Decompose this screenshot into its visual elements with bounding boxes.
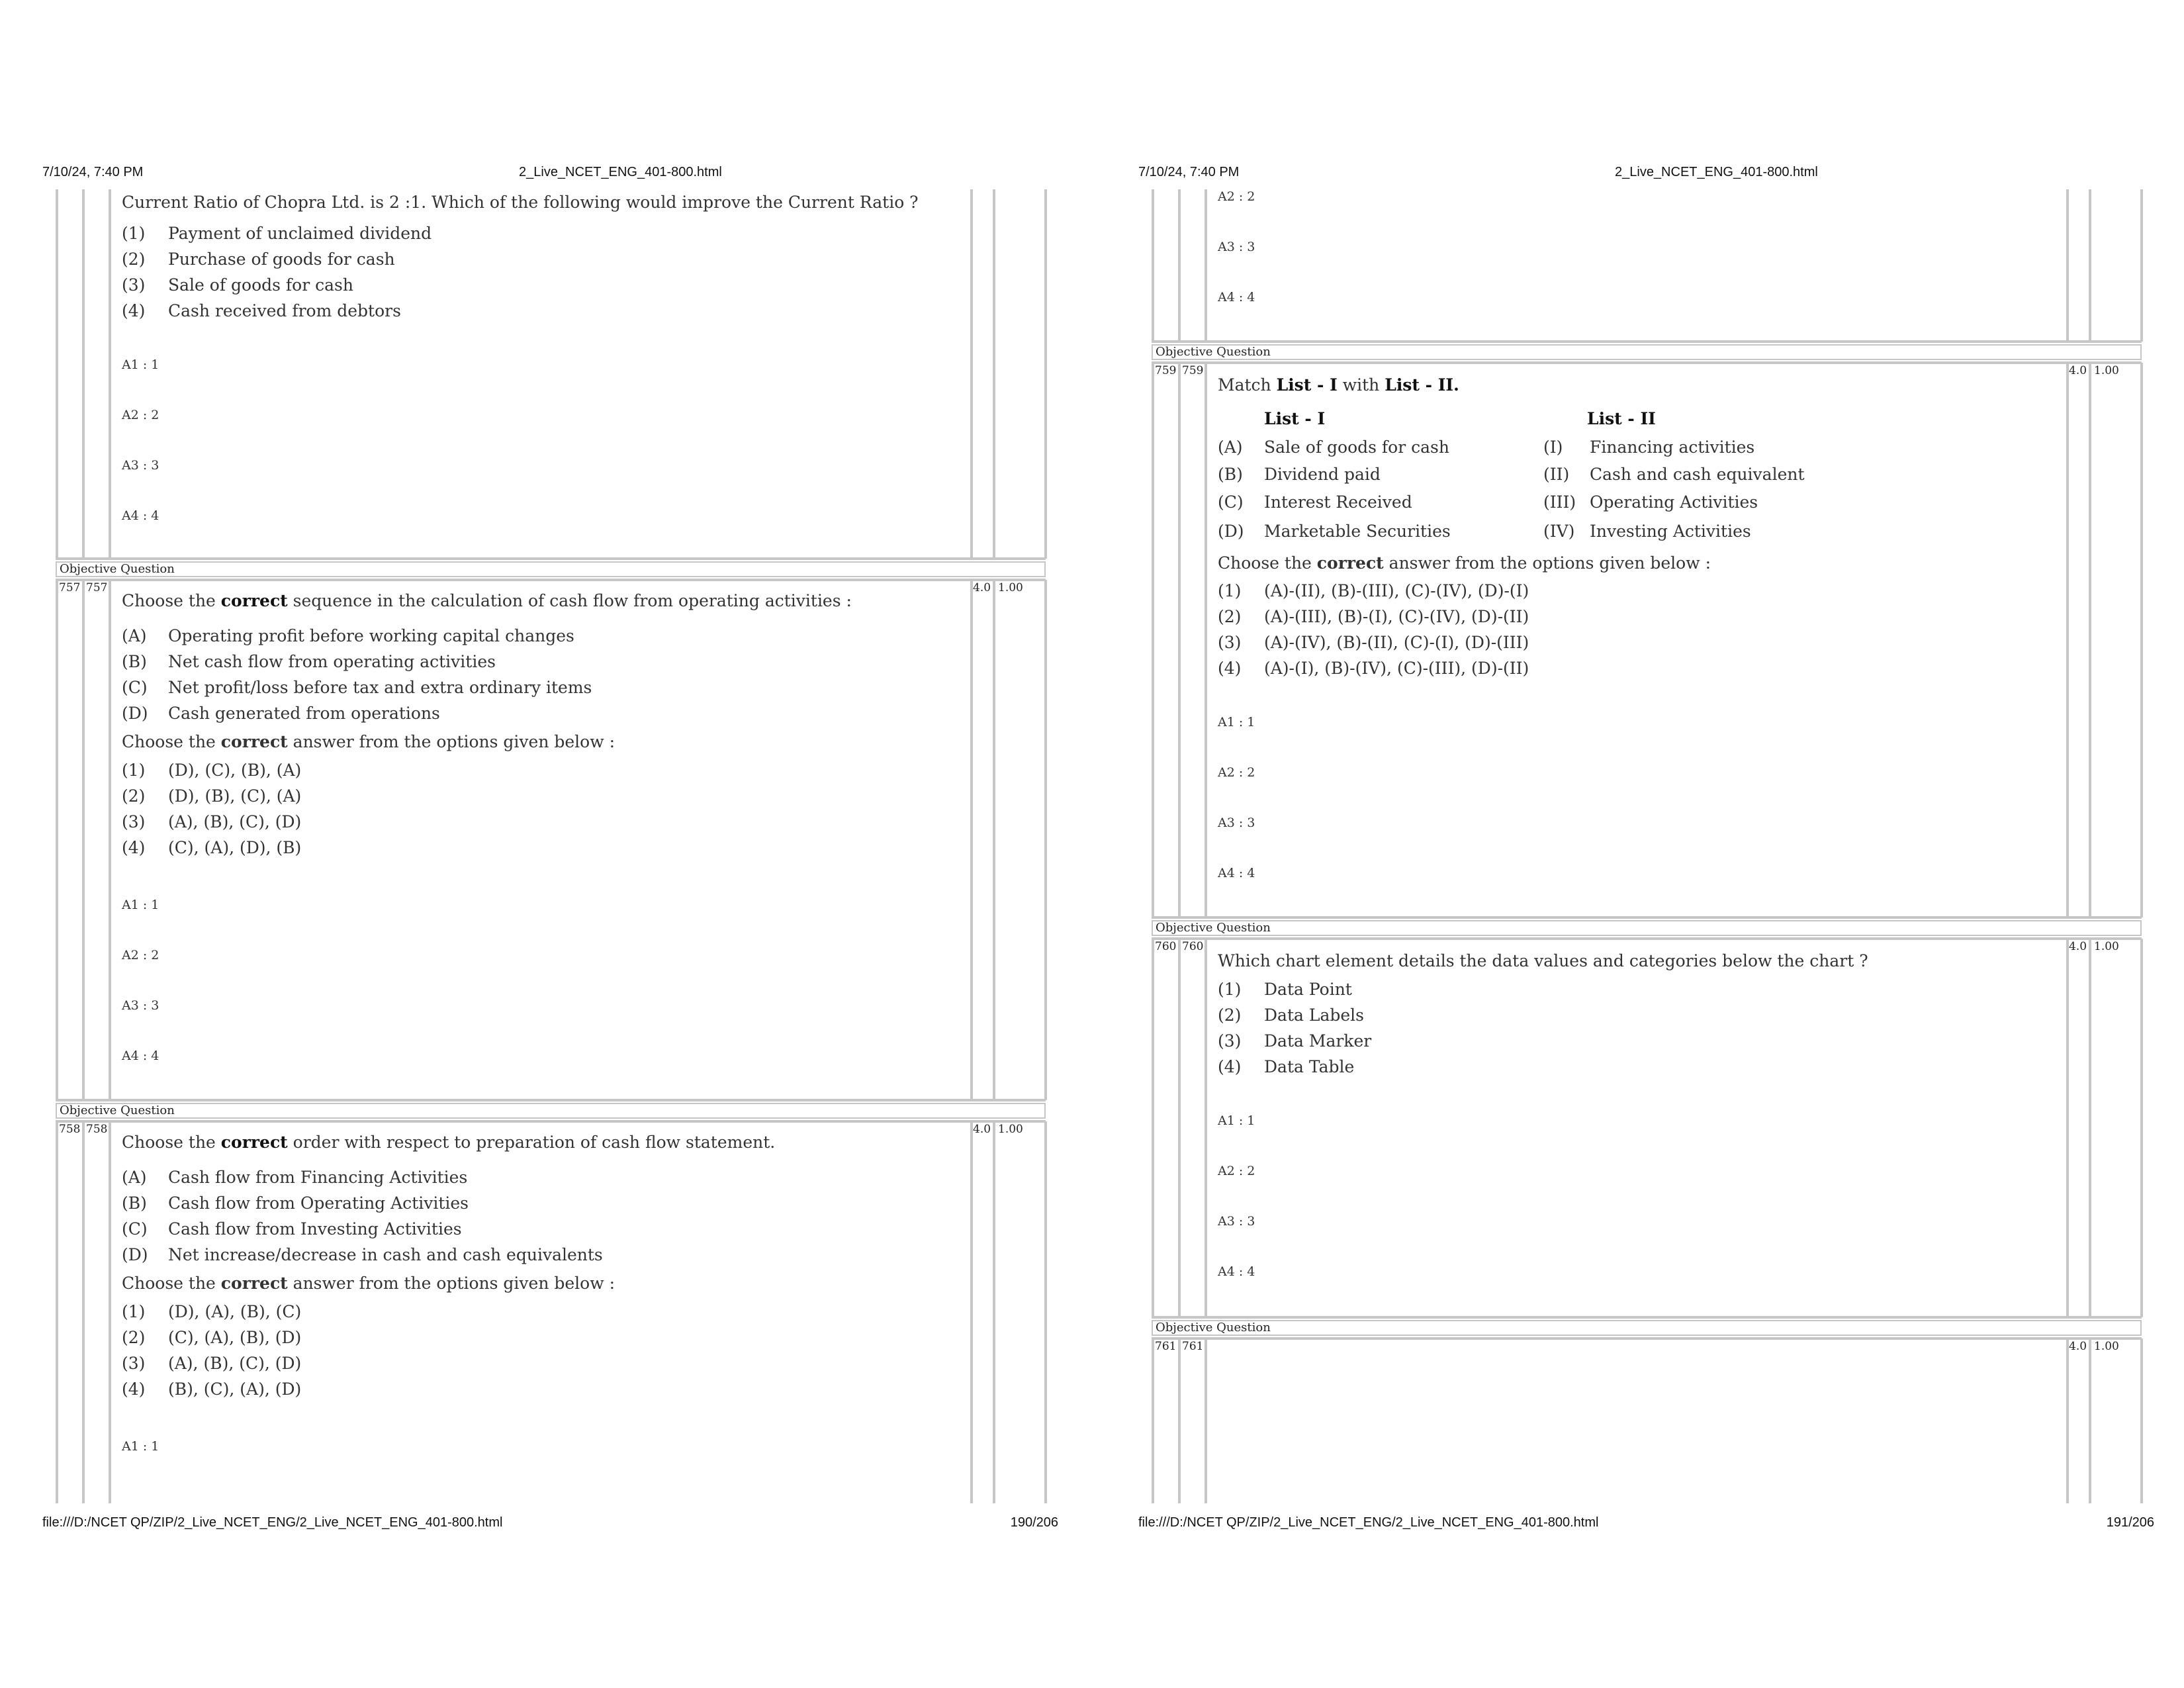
answer-2: A2 : 2 [122, 408, 159, 422]
option-4: (4) (B), (C), (A), (D) [122, 1380, 302, 1399]
list-2-item-i: (I) Financing activities [1543, 438, 1755, 457]
item-c: (C) Cash flow from Investing Activities [122, 1219, 462, 1239]
file-path: file:///D:/NCET QP/ZIP/2_Live_NCET_ENG/2_Live_NCET_ENG_401-800.html [42, 1515, 503, 1530]
print-date: 7/10/24, 7:40 PM [42, 165, 144, 179]
list-1-item-d: (D) Marketable Securities [1218, 522, 1451, 541]
question-id: 759 [1182, 364, 1204, 377]
option-2: (2) (D), (B), (C), (A) [122, 786, 302, 806]
marks-plus: 4.0 [2069, 940, 2087, 953]
question-block-758-cont [1152, 189, 2142, 343]
item-c: (C) Net profit/loss before tax and extra ordinary items [122, 678, 592, 697]
answer-2: A2 : 2 [122, 948, 159, 962]
answer-1: A1 : 1 [122, 898, 159, 912]
question-id: 760 [1182, 940, 1204, 953]
option-2: (2) (A)-(III), (B)-(I), (C)-(IV), (D)-(II) [1218, 607, 1529, 626]
list-2-item-iv: (IV) Investing Activities [1543, 522, 1751, 541]
answer-4: A4 : 4 [122, 1049, 159, 1063]
marks-minus: 1.00 [998, 581, 1023, 594]
marks-minus: 1.00 [2094, 940, 2119, 953]
section-label: Objective Question [1156, 345, 1271, 359]
question-id: 761 [1182, 1340, 1204, 1353]
serial-number: 757 [59, 581, 81, 594]
serial-number: 758 [59, 1123, 81, 1136]
list-1-item-a: (A) Sale of goods for cash [1218, 438, 1449, 457]
question-block-760 [1152, 937, 2142, 1319]
page-number: 190/206 [1010, 1515, 1058, 1530]
question-text: Choose the correct sequence in the calculation of cash flow from operating activities : [122, 591, 852, 610]
option-1: (1) Data Point [1218, 980, 1352, 999]
section-label: Objective Question [60, 562, 175, 576]
item-b: (B) Cash flow from Operating Activities [122, 1194, 469, 1213]
option-2: (2) Data Labels [1218, 1006, 1364, 1025]
question-block-756 [56, 189, 1046, 560]
item-d: (D) Net increase/decrease in cash and cash equivalents [122, 1245, 603, 1264]
option-1: (1) Payment of unclaimed dividend [122, 224, 432, 243]
question-text: Match List - I with List - II. [1218, 375, 1459, 395]
marks-plus: 4.0 [973, 1123, 991, 1136]
serial-number: 760 [1155, 940, 1177, 953]
section-label: Objective Question [1156, 1321, 1271, 1335]
answer-1: A1 : 1 [1218, 1113, 1255, 1128]
question-block-757 [56, 579, 1046, 1102]
option-3: (3) Data Marker [1218, 1031, 1372, 1051]
question-text: Choose the correct order with respect to preparation of cash flow statement. [122, 1133, 776, 1152]
section-label: Objective Question [1156, 921, 1271, 935]
answer-3: A3 : 3 [1218, 240, 1255, 254]
question-block-758 [56, 1120, 1046, 1503]
answer-2: A2 : 2 [1218, 765, 1255, 780]
option-3: (3) (A), (B), (C), (D) [122, 1354, 302, 1373]
question-id: 757 [86, 581, 108, 594]
section-label: Objective Question [60, 1103, 175, 1117]
answer-3: A3 : 3 [122, 998, 159, 1013]
answer-4: A4 : 4 [1218, 290, 1255, 305]
answer-4: A4 : 4 [1218, 866, 1255, 880]
option-4: (4) Data Table [1218, 1057, 1355, 1076]
marks-plus: 4.0 [2069, 1340, 2087, 1353]
answer-3: A3 : 3 [1218, 1214, 1255, 1229]
option-3: (3) Sale of goods for cash [122, 275, 353, 295]
page-content [1152, 189, 2144, 1503]
option-2: (2) Purchase of goods for cash [122, 250, 395, 269]
answer-4: A4 : 4 [1218, 1264, 1255, 1279]
list-2-item-iii: (III) Operating Activities [1543, 492, 1758, 512]
answer-2: A2 : 2 [1218, 1164, 1255, 1178]
question-block-761 [1152, 1337, 2142, 1503]
marks-plus: 4.0 [2069, 364, 2087, 377]
question-id: 758 [86, 1123, 108, 1136]
choose-instruction: Choose the correct answer from the options given below : [1218, 553, 1711, 573]
serial-number: 761 [1155, 1340, 1177, 1353]
choose-instruction: Choose the correct answer from the options given below : [122, 1274, 615, 1293]
list-1-heading: List - I [1264, 409, 1326, 428]
item-a: (A) Operating profit before working capital changes [122, 626, 574, 645]
option-4: (4) (C), (A), (D), (B) [122, 838, 302, 857]
page-191 [1138, 156, 2167, 1533]
item-d: (D) Cash generated from operations [122, 704, 440, 723]
question-block-759 [1152, 361, 2142, 919]
option-3: (3) (A)-(IV), (B)-(II), (C)-(I), (D)-(III) [1218, 633, 1529, 652]
print-title: 2_Live_NCET_ENG_401-800.html [1615, 165, 1818, 179]
marks-minus: 1.00 [998, 1123, 1023, 1136]
serial-number: 759 [1155, 364, 1177, 377]
question-text: Current Ratio of Chopra Ltd. is 2 :1. Which of the following would improve the Current Ratio ? [122, 193, 919, 212]
print-title: 2_Live_NCET_ENG_401-800.html [519, 165, 722, 179]
option-1: (1) (D), (C), (B), (A) [122, 761, 302, 780]
answer-1: A1 : 1 [1218, 715, 1255, 729]
item-a: (A) Cash flow from Financing Activities [122, 1168, 468, 1187]
option-4: (4) Cash received from debtors [122, 301, 401, 320]
option-2: (2) (C), (A), (B), (D) [122, 1328, 302, 1347]
marks-minus: 1.00 [2094, 1340, 2119, 1353]
option-3: (3) (A), (B), (C), (D) [122, 812, 302, 831]
page-number: 191/206 [2106, 1515, 2154, 1530]
marks-minus: 1.00 [2094, 364, 2119, 377]
print-date: 7/10/24, 7:40 PM [1138, 165, 1240, 179]
question-text: Which chart element details the data values and categories below the chart ? [1218, 951, 1868, 970]
page-content [56, 189, 1048, 1503]
option-1: (1) (D), (A), (B), (C) [122, 1302, 302, 1321]
list-2-item-ii: (II) Cash and cash equivalent [1543, 465, 1805, 484]
answer-1: A1 : 1 [122, 357, 159, 372]
list-2-heading: List - II [1587, 409, 1656, 428]
file-path: file:///D:/NCET QP/ZIP/2_Live_NCET_ENG/2_Live_NCET_ENG_401-800.html [1138, 1515, 1599, 1530]
option-4: (4) (A)-(I), (B)-(IV), (C)-(III), (D)-(II) [1218, 659, 1529, 678]
answer-2: A2 : 2 [1218, 189, 1255, 204]
option-1: (1) (A)-(II), (B)-(III), (C)-(IV), (D)-(I) [1218, 581, 1529, 600]
choose-instruction: Choose the correct answer from the options given below : [122, 732, 615, 751]
item-b: (B) Net cash flow from operating activities [122, 652, 496, 671]
page-190 [42, 156, 1071, 1533]
marks-plus: 4.0 [973, 581, 991, 594]
list-1-item-c: (C) Interest Received [1218, 492, 1412, 512]
list-1-item-b: (B) Dividend paid [1218, 465, 1381, 484]
answer-4: A4 : 4 [122, 508, 159, 523]
answer-1: A1 : 1 [122, 1439, 159, 1454]
answer-3: A3 : 3 [1218, 816, 1255, 830]
answer-3: A3 : 3 [122, 458, 159, 473]
